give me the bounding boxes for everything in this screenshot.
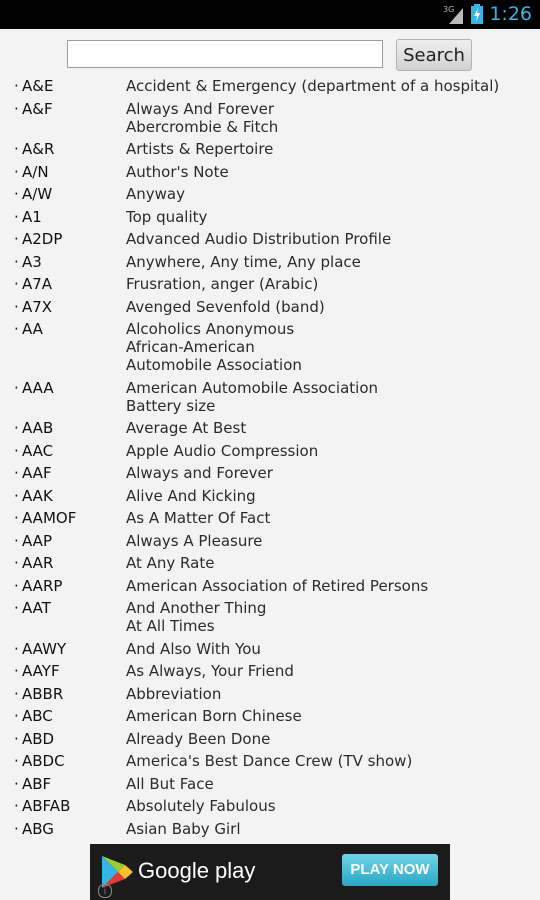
bullet-icon: · xyxy=(14,662,19,680)
bullet-icon: · xyxy=(14,140,19,158)
bullet-icon: · xyxy=(14,252,19,271)
list-item[interactable] xyxy=(0,576,540,599)
abbreviation-term xyxy=(0,253,126,271)
meanings xyxy=(126,730,270,748)
abbreviation-label: A3 xyxy=(22,252,42,271)
meaning-text: American Association of Retired Persons xyxy=(126,576,429,595)
meaning-text: Absolutely Fabulous xyxy=(126,797,276,815)
list-item[interactable] xyxy=(0,184,540,207)
abbreviation-label: A&E xyxy=(22,77,54,95)
list-item[interactable] xyxy=(0,598,540,639)
meanings xyxy=(126,554,214,572)
meaning-text: And Another Thing xyxy=(126,599,267,617)
meaning-text: African-American xyxy=(126,338,255,356)
abbreviation-term xyxy=(0,230,126,248)
abbreviation-term xyxy=(0,320,126,374)
bullet-icon: · xyxy=(14,320,19,338)
list-item[interactable] xyxy=(0,76,540,99)
meanings xyxy=(126,419,246,437)
bullet-icon: · xyxy=(14,419,19,437)
abbreviation-label: AAA xyxy=(22,378,54,397)
battery-icon xyxy=(471,4,483,24)
abbreviation-term xyxy=(0,140,126,158)
meaning-text: All But Face xyxy=(126,774,214,793)
abbreviation-label: A7A xyxy=(22,275,53,293)
list-item[interactable] xyxy=(0,751,540,774)
abbreviation-term xyxy=(0,730,126,748)
abbreviation-term xyxy=(0,208,126,226)
abbreviation-term xyxy=(0,509,126,527)
meanings xyxy=(126,577,428,595)
abbreviation-label: ABG xyxy=(22,819,54,838)
meanings xyxy=(126,640,261,658)
bullet-icon: · xyxy=(14,752,19,770)
bullet-icon: · xyxy=(14,207,19,226)
meanings xyxy=(126,797,276,815)
list-item[interactable] xyxy=(0,684,540,707)
meaning-text: Accident & Emergency (department of a hospital) xyxy=(126,77,500,95)
meanings xyxy=(126,379,378,415)
meanings xyxy=(126,509,270,527)
meanings xyxy=(126,752,412,770)
bullet-icon: · xyxy=(14,275,19,293)
list-item[interactable] xyxy=(0,99,540,140)
abbreviation-term xyxy=(0,775,126,793)
abbreviation-label: AAT xyxy=(22,599,51,617)
meanings xyxy=(126,185,185,203)
network-type: 3G xyxy=(443,5,455,14)
meaning-text: America's Best Dance Crew (TV show) xyxy=(126,752,413,770)
bullet-icon: · xyxy=(14,554,19,572)
abbreviation-term xyxy=(0,532,126,550)
list-item[interactable] xyxy=(0,463,540,486)
abbreviation-term xyxy=(0,185,126,203)
list-item[interactable] xyxy=(0,441,540,464)
list-item[interactable] xyxy=(0,486,540,509)
bullet-icon: · xyxy=(14,599,19,617)
abbreviation-label: ABDC xyxy=(22,752,65,770)
list-item[interactable] xyxy=(0,319,540,378)
list-item[interactable] xyxy=(0,297,540,320)
abbreviation-term xyxy=(0,599,126,635)
abbreviation-label: AAC xyxy=(22,441,54,460)
abbreviation-label: ABFAB xyxy=(22,797,71,815)
abbreviation-label: ABD xyxy=(22,729,55,748)
bullet-icon: · xyxy=(14,819,19,838)
abbreviation-label: AAR xyxy=(22,554,54,572)
bullet-icon: · xyxy=(14,729,19,748)
abbreviation-term xyxy=(0,487,126,505)
abbreviation-label: A/N xyxy=(22,162,49,181)
list-item[interactable] xyxy=(0,508,540,531)
meanings xyxy=(126,230,391,248)
bullet-icon: · xyxy=(14,639,19,658)
list-item[interactable] xyxy=(0,378,540,419)
abbreviation-term xyxy=(0,797,126,815)
abbreviation-label: ABF xyxy=(22,774,52,793)
abbreviation-label: A7X xyxy=(22,297,53,316)
bullet-icon: · xyxy=(14,378,19,397)
abbreviation-label: AAMOF xyxy=(22,509,77,527)
meaning-text: Asian Baby Girl xyxy=(126,819,241,838)
meaning-text: Artists & Repertoire xyxy=(126,140,274,158)
meaning-text: Frusration, anger (Arabic) xyxy=(126,275,319,293)
abbreviation-label: AAYF xyxy=(22,662,60,680)
bullet-icon: · xyxy=(14,576,19,595)
meanings xyxy=(126,487,256,505)
meanings xyxy=(126,320,302,374)
ad-banner[interactable] xyxy=(90,844,450,900)
list-item[interactable] xyxy=(0,639,540,662)
meanings xyxy=(126,599,266,635)
bullet-icon: · xyxy=(14,99,19,118)
abbreviation-label: A&R xyxy=(22,140,55,158)
list-item[interactable] xyxy=(0,531,540,554)
meaning-text: Alcoholics Anonymous xyxy=(126,320,295,338)
meanings xyxy=(126,100,278,136)
abbreviation-term xyxy=(0,442,126,460)
list-item[interactable] xyxy=(0,139,540,162)
bullet-icon: · xyxy=(14,797,19,815)
abbreviation-label: A2DP xyxy=(22,230,63,248)
list-item[interactable] xyxy=(0,252,540,275)
list-item[interactable] xyxy=(0,796,540,819)
abbreviation-term xyxy=(0,685,126,703)
bullet-icon: · xyxy=(14,185,19,203)
list-item[interactable] xyxy=(0,819,540,842)
meaning-text: American Born Chinese xyxy=(126,707,302,725)
abbreviation-term xyxy=(0,163,126,181)
list-item[interactable] xyxy=(0,661,540,684)
search-bar xyxy=(0,36,540,72)
meaning-text: Automobile Association xyxy=(126,356,302,374)
meaning-text: Apple Audio Compression xyxy=(126,441,319,460)
meaning-text: At All Times xyxy=(126,617,215,635)
meaning-text: And Also With You xyxy=(126,639,261,658)
meanings xyxy=(126,464,273,482)
list-item[interactable] xyxy=(0,207,540,230)
meanings xyxy=(126,253,361,271)
bullet-icon: · xyxy=(14,531,19,550)
abbreviation-term xyxy=(0,77,126,95)
abbreviation-label: AAF xyxy=(22,464,52,482)
meanings xyxy=(126,208,207,226)
bullet-icon: · xyxy=(14,684,19,703)
abbreviation-label: AAWY xyxy=(22,639,67,658)
meaning-text: Author's Note xyxy=(126,162,229,181)
abbreviation-term xyxy=(0,554,126,572)
list-item[interactable] xyxy=(0,706,540,729)
status-bar xyxy=(0,0,540,29)
abbreviation-term xyxy=(0,379,126,415)
meaning-text: American Automobile Association xyxy=(126,378,379,397)
bullet-icon: · xyxy=(14,297,19,316)
abbreviation-label: AAK xyxy=(22,486,53,505)
meanings xyxy=(126,298,325,316)
search-button[interactable]: Search xyxy=(396,39,472,71)
abbreviation-term xyxy=(0,820,126,838)
bullet-icon: · xyxy=(14,77,19,95)
ad-brand: Google play xyxy=(138,858,256,883)
meaning-text: Battery size xyxy=(126,396,216,415)
abbreviation-label: AAB xyxy=(22,419,54,437)
bullet-icon: · xyxy=(14,509,19,527)
meaning-text: Advanced Audio Distribution Profile xyxy=(126,230,392,248)
bullet-icon: · xyxy=(14,441,19,460)
list-item[interactable] xyxy=(0,774,540,797)
meaning-text: Always And Forever xyxy=(126,99,275,118)
abbreviation-label: AAP xyxy=(22,531,52,550)
meaning-text: Abercrombie & Fitch xyxy=(126,117,279,136)
meaning-text: Anyway xyxy=(126,185,185,203)
meaning-text: Alive And Kicking xyxy=(126,486,256,505)
bullet-icon: · xyxy=(14,774,19,793)
abbreviation-label: A/W xyxy=(22,185,53,203)
meanings xyxy=(126,662,294,680)
abbreviation-label: AA xyxy=(22,320,43,338)
meaning-text: At Any Rate xyxy=(126,554,215,572)
abbreviation-term xyxy=(0,577,126,595)
meanings xyxy=(126,685,221,703)
abbreviation-term xyxy=(0,752,126,770)
meaning-text: Avenged Sevenfold (band) xyxy=(126,297,325,316)
meanings xyxy=(126,275,318,293)
info-icon[interactable]: i xyxy=(98,884,112,898)
play-now-button[interactable]: PLAY NOW xyxy=(342,854,438,886)
abbreviation-term xyxy=(0,419,126,437)
list-item[interactable] xyxy=(0,229,540,252)
meaning-text: As Always, Your Friend xyxy=(126,662,294,680)
meaning-text: Anywhere, Any time, Any place xyxy=(126,252,361,271)
meanings xyxy=(126,775,214,793)
bullet-icon: · xyxy=(14,230,19,248)
list-item[interactable] xyxy=(0,162,540,185)
meanings xyxy=(126,820,241,838)
bullet-icon: · xyxy=(14,486,19,505)
meanings xyxy=(126,707,302,725)
meaning-text: As A Matter Of Fact xyxy=(126,509,271,527)
abbreviation-label: A&F xyxy=(22,99,53,118)
meanings xyxy=(126,163,229,181)
list-item[interactable] xyxy=(0,553,540,576)
bullet-icon: · xyxy=(14,464,19,482)
meaning-text: Always A Pleasure xyxy=(126,531,263,550)
meanings xyxy=(126,442,318,460)
abbreviation-label: ABBR xyxy=(22,684,64,703)
meaning-text: Top quality xyxy=(126,207,208,226)
abbreviation-term xyxy=(0,100,126,136)
abbreviation-label: A1 xyxy=(22,207,42,226)
abbreviation-label: AARP xyxy=(22,576,63,595)
abbreviation-term xyxy=(0,707,126,725)
meaning-text: Always and Forever xyxy=(126,464,273,482)
meaning-text: Abbreviation xyxy=(126,684,222,703)
search-input[interactable] xyxy=(67,40,383,68)
meanings xyxy=(126,140,273,158)
meanings xyxy=(126,532,262,550)
bullet-icon: · xyxy=(14,162,19,181)
signal-icon xyxy=(443,4,465,24)
abbreviation-term xyxy=(0,298,126,316)
meanings xyxy=(126,77,499,95)
abbreviation-list[interactable] xyxy=(0,76,540,841)
list-item[interactable] xyxy=(0,274,540,297)
bullet-icon: · xyxy=(14,707,19,725)
meaning-text: Average At Best xyxy=(126,419,247,437)
clock: 1:26 xyxy=(489,3,532,25)
abbreviation-term xyxy=(0,662,126,680)
list-item[interactable] xyxy=(0,418,540,441)
meaning-text: Already Been Done xyxy=(126,729,271,748)
list-item[interactable] xyxy=(0,729,540,752)
abbreviation-term xyxy=(0,275,126,293)
abbreviation-term xyxy=(0,640,126,658)
abbreviation-label: ABC xyxy=(22,707,53,725)
abbreviation-term xyxy=(0,464,126,482)
